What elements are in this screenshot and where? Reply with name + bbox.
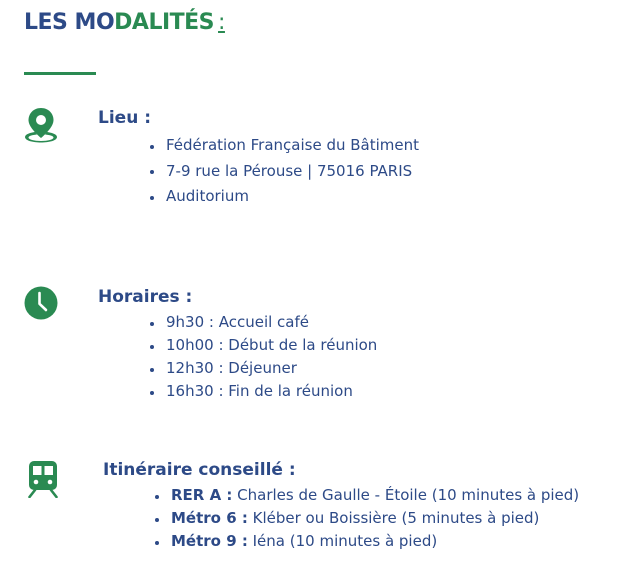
transit-line-label: Métro 6 : [171,509,248,527]
train-icon [27,460,59,498]
transit-line-text: Charles de Gaulle - Étoile (10 minutes à pied) [232,486,580,504]
list-item: 9h30 : Accueil café [150,311,377,334]
clock-icon [24,286,58,320]
map-pin-icon [24,107,58,143]
list-item: 16h30 : Fin de la réunion [150,380,377,403]
list-item [155,484,579,507]
title-part-1: LES MO [24,10,115,35]
list-item [155,530,579,553]
itineraire-heading: Itinéraire conseillé : [103,460,296,480]
horaires-list [150,311,377,403]
transit-line-label: RER A : [171,486,233,504]
list-item [155,507,579,530]
title-part-2: DALITÉS [114,10,215,35]
title-colon: : [218,10,225,35]
itineraire-list [155,484,579,553]
lieu-heading: Lieu : [98,108,152,128]
list-item: 12h30 : Déjeuner [150,357,377,380]
list-item: Auditorium [150,184,419,210]
list-item: 10h00 : Début de la réunion [150,334,377,357]
transit-line-text: Iéna (10 minutes à pied) [247,532,438,550]
transit-line-text: Kléber ou Boissière (5 minutes à pied) [247,509,540,527]
page-title [24,10,225,35]
title-divider [24,72,96,75]
horaires-heading: Horaires : [98,287,193,307]
lieu-list [150,133,419,210]
list-item: 7-9 rue la Pérouse | 75016 PARIS [150,159,419,185]
list-item: Fédération Française du Bâtiment [150,133,419,159]
transit-line-label: Métro 9 : [171,532,248,550]
